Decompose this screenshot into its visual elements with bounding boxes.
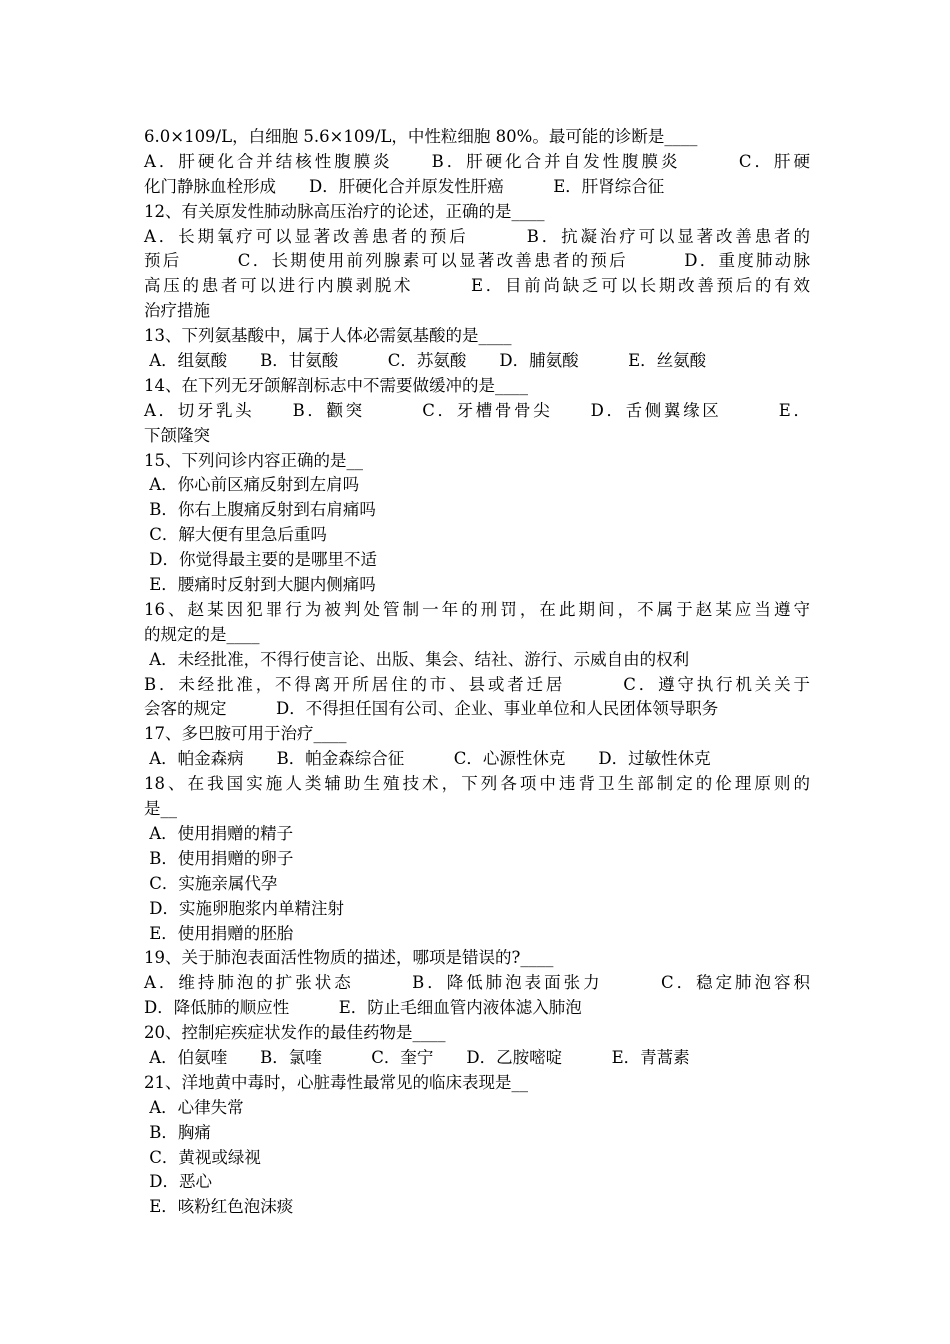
text-line: D．降低肺的顺应性 E．防止毛细血管内液体滤入肺泡 bbox=[144, 998, 582, 1018]
text-line: 高压的患者可以进行内膜剥脱术 E．目前尚缺乏可以长期改善预后的有效 bbox=[144, 276, 810, 296]
text-line: 会客的规定 D．不得担任国有公司、企业、事业单位和人民团体领导职务 bbox=[144, 699, 719, 719]
text-line: A．伯氨喹 B．氯喹 C．奎宁 D．乙胺嘧啶 E．青蒿素 bbox=[144, 1047, 690, 1067]
text-line: 6.0×109/L，白细胞 5.6×109/L，中性粒细胞 80%。最可能的诊断是____ bbox=[144, 127, 698, 146]
question-title: 13、下列氨基酸中，属于人体必需氨基酸的是____ bbox=[144, 326, 512, 346]
option-line: C．黄视或绿视 bbox=[144, 1147, 261, 1167]
option-line: D．恶心 bbox=[144, 1172, 212, 1192]
question-title: 16、赵某因犯罪行为被判处管制一年的刑罚，在此期间，不属于赵某应当遵守 bbox=[144, 599, 810, 619]
option-line: A．未经批准，不得行使言论、出版、集会、结社、游行、示威自由的权利 bbox=[144, 649, 690, 669]
option-line: D．实施卵胞浆内单精注射 bbox=[144, 898, 344, 918]
text-line: A．帕金森病 B．帕金森综合征 C．心源性休克 D．过敏性休克 bbox=[144, 749, 711, 769]
option-line: E．腰痛时反射到大腿内侧痛吗 bbox=[144, 575, 376, 595]
text-line: A．肝硬化合并结核性腹膜炎 B．肝硬化合并自发性腹膜炎 C．肝硬 bbox=[144, 151, 810, 171]
question-title: 18、在我国实施人类辅助生殖技术，下列各项中违背卫生部制定的伦理原则的 bbox=[144, 774, 810, 794]
question-title: 12、有关原发性肺动脉高压治疗的论述，正确的是____ bbox=[144, 201, 545, 221]
option-line: B．使用捐赠的卵子 bbox=[144, 848, 294, 868]
text-line: A．切牙乳头 B．颧突 C．牙槽骨骨尖 D．舌侧翼缘区 E． bbox=[144, 400, 810, 420]
text-line: 下颌隆突 bbox=[144, 425, 210, 445]
option-line: C．实施亲属代孕 bbox=[144, 873, 278, 893]
text-line: A．维持肺泡的扩张状态 B．降低肺泡表面张力 C．稳定肺泡容积 bbox=[144, 973, 810, 993]
text-line: 预后 C．长期使用前列腺素可以显著改善患者的预后 D．重度肺动脉 bbox=[144, 251, 810, 271]
option-line: C．解大便有里急后重吗 bbox=[144, 525, 327, 545]
question-title: 21、洋地黄中毒时，心脏毒性最常见的临床表现是__ bbox=[144, 1072, 528, 1092]
document-page bbox=[144, 125, 810, 1220]
text-line: B．未经批准，不得离开所居住的市、县或者迁居 C．遵守执行机关关于 bbox=[144, 674, 810, 694]
question-title: 15、下列问诊内容正确的是__ bbox=[144, 450, 363, 470]
text-line: A．组氨酸 B．甘氨酸 C．苏氨酸 D．脯氨酸 E．丝氨酸 bbox=[144, 351, 707, 371]
option-line: A．使用捐赠的精子 bbox=[144, 823, 294, 843]
text-line: 治疗措施 bbox=[144, 301, 210, 321]
option-line: A．心律失常 bbox=[144, 1097, 244, 1117]
option-line: B．胸痛 bbox=[144, 1122, 211, 1142]
question-title: 17、多巴胺可用于治疗____ bbox=[144, 724, 347, 744]
question-title: 14、在下列无牙颌解剖标志中不需要做缓冲的是____ bbox=[144, 375, 528, 395]
option-line: E．咳粉红色泡沫痰 bbox=[144, 1197, 294, 1217]
text-line: 化门静脉血栓形成 D．肝硬化合并原发性肝癌 E．肝肾综合征 bbox=[144, 176, 665, 196]
text-line: 的规定的是____ bbox=[144, 624, 260, 644]
question-title: 20、控制疟疾症状发作的最佳药物是____ bbox=[144, 1023, 446, 1043]
option-line: D．你觉得最主要的是哪里不适 bbox=[144, 550, 377, 570]
text-line: 是__ bbox=[144, 799, 177, 819]
option-line: A．你心前区痛反射到左肩吗 bbox=[144, 475, 360, 495]
option-line: E．使用捐赠的胚胎 bbox=[144, 923, 294, 943]
question-title: 19、关于肺泡表面活性物质的描述，哪项是错误的?____ bbox=[144, 948, 554, 968]
option-line: B．你右上腹痛反射到右肩痛吗 bbox=[144, 500, 376, 520]
text-line: A．长期氧疗可以显著改善患者的预后 B．抗凝治疗可以显著改善患者的 bbox=[144, 226, 810, 246]
